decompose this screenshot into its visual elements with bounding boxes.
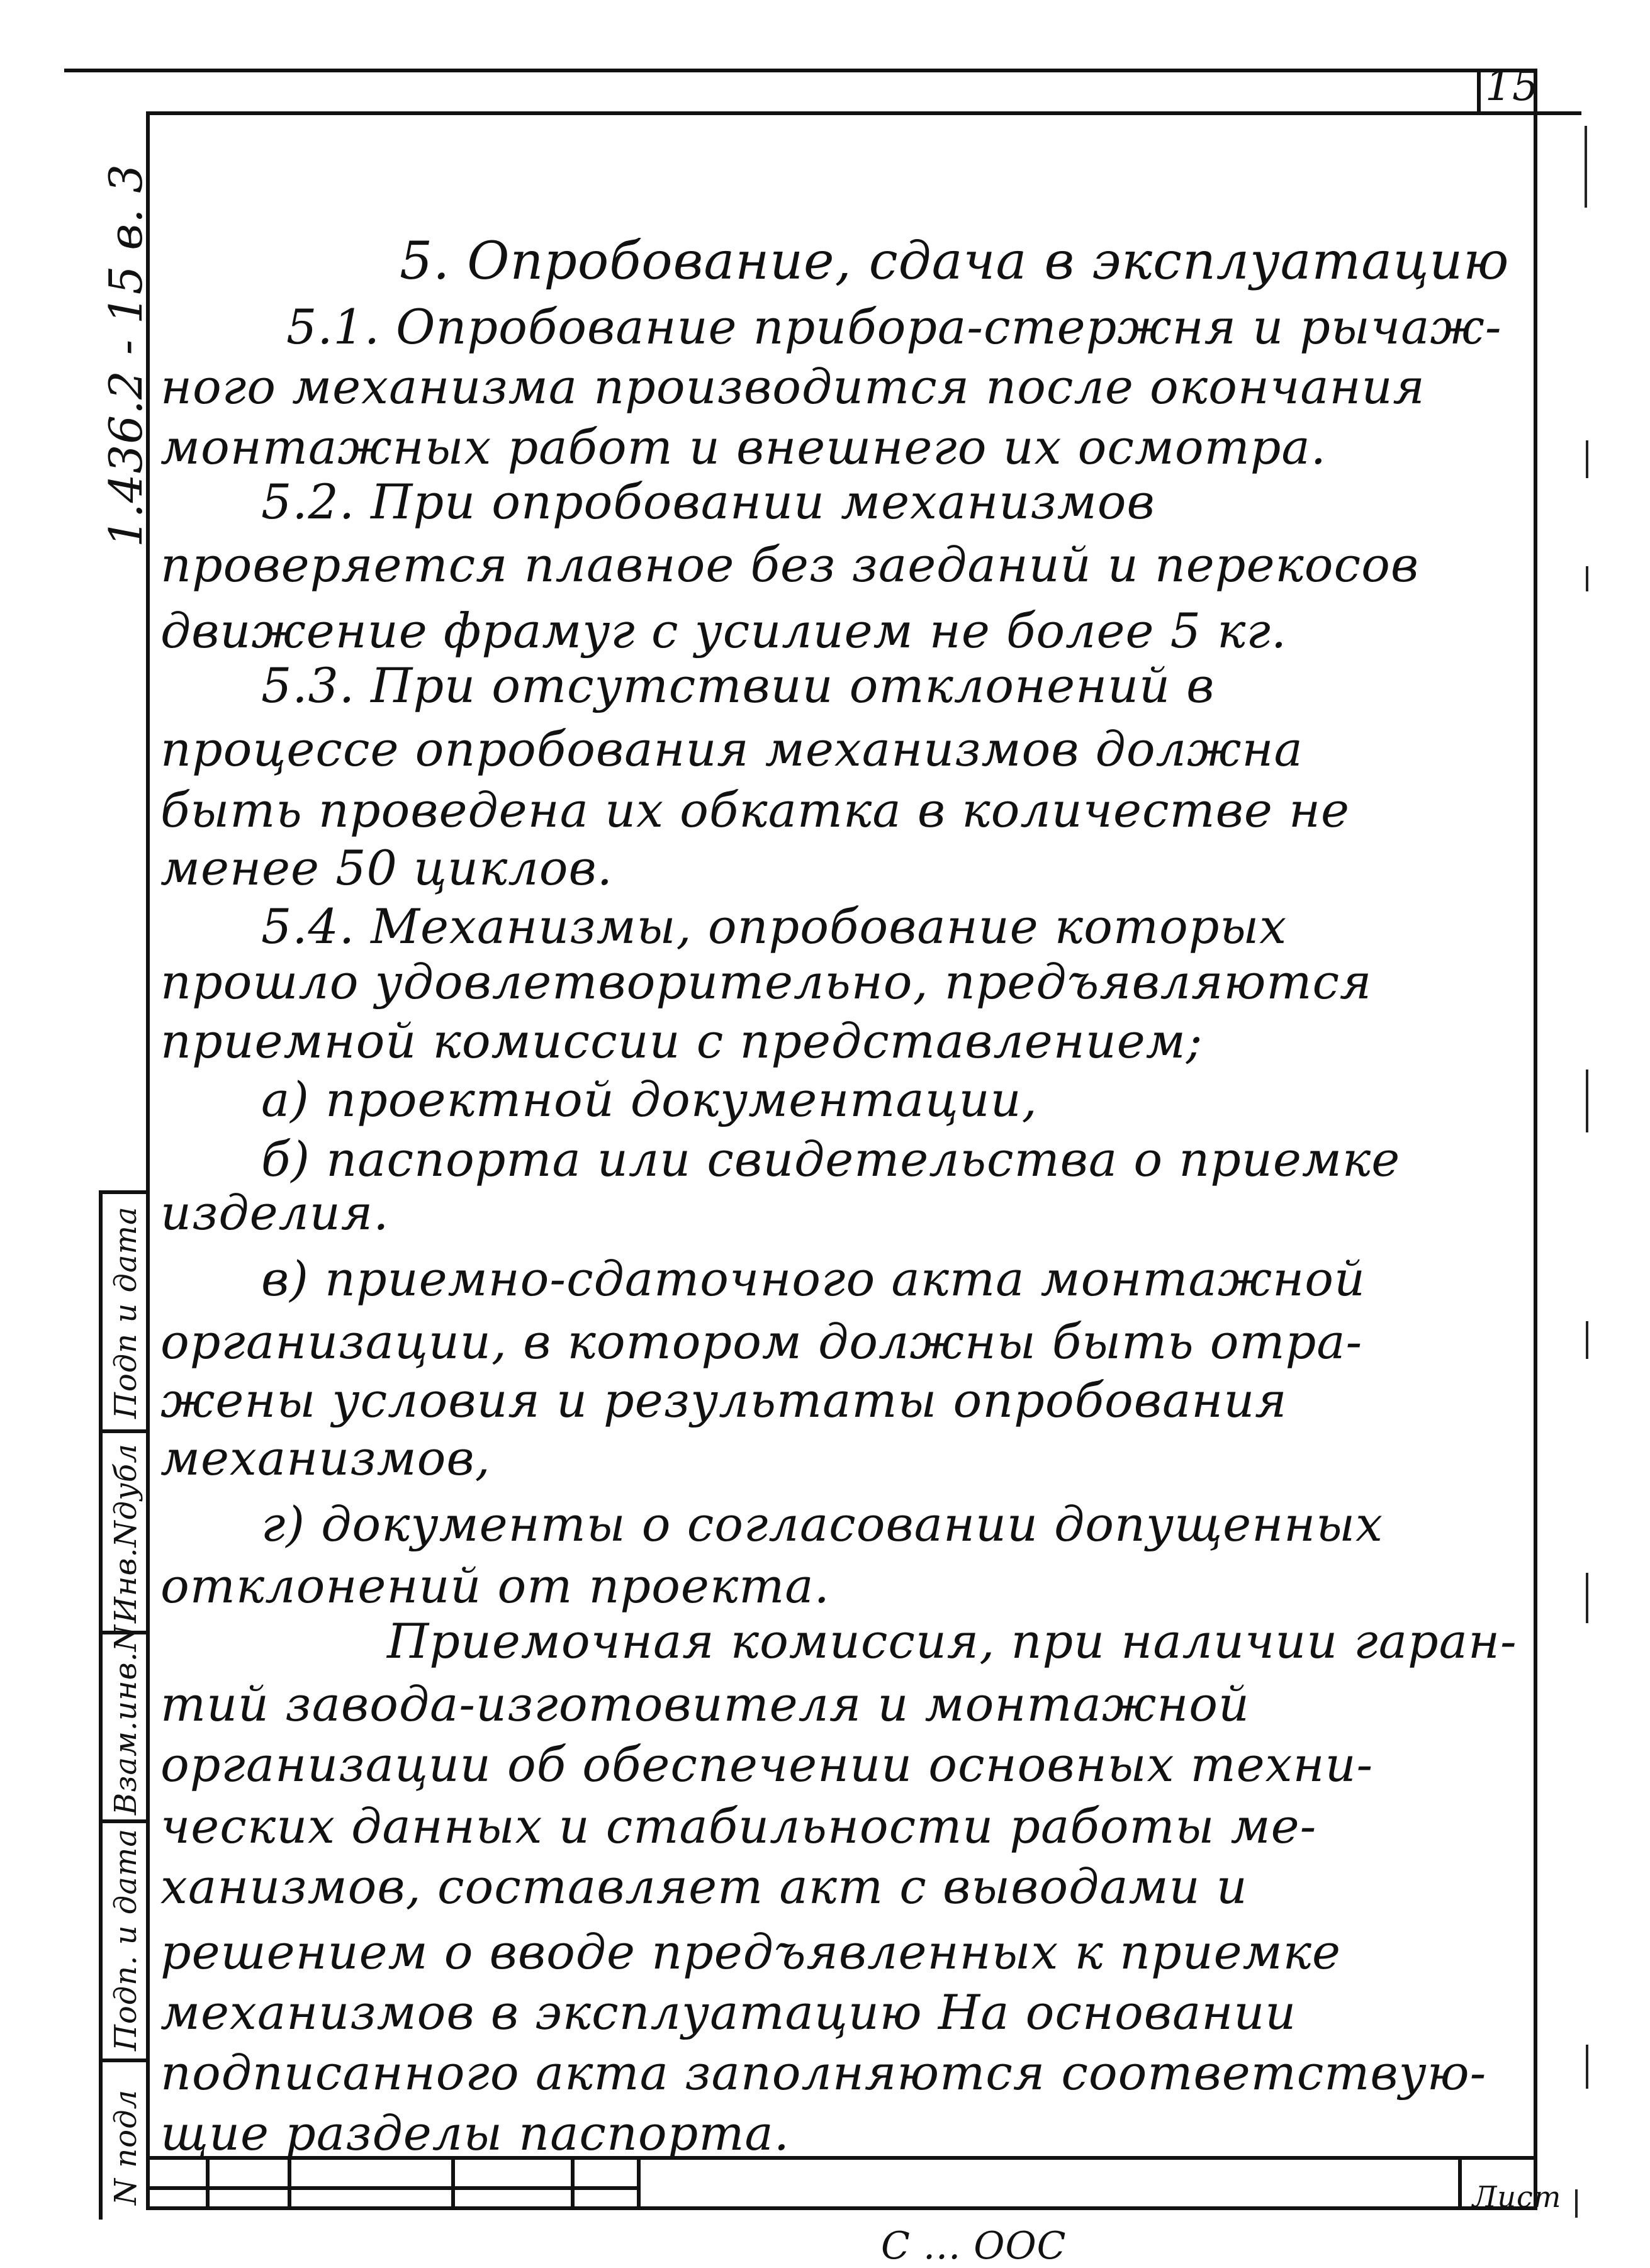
text-line: б) паспорта или свидетельства о приемке [261, 1131, 1401, 1187]
text-line: механизмов, [160, 1430, 491, 1486]
text-line: щие разделы паспорта. [160, 2105, 790, 2161]
text-line: 5.3. При отсутствии отклонений в [261, 657, 1215, 713]
stamp-cell-sign-date-2: Подп. и дата [108, 1828, 143, 2051]
text-line: г) документы о согласовании допущенных [261, 1496, 1383, 1552]
document-code-vertical: 1.436.2 - 15 в. 3 [99, 164, 152, 547]
text-line: приемной комиссии с представлением; [160, 1013, 1203, 1069]
text-line: Приемочная комиссия, при наличии гаран- [387, 1613, 1517, 1669]
text-line: тий завода-изготовителя и монтажной [160, 1676, 1250, 1732]
stamp-cell-n-podl: N подл [108, 2089, 143, 2205]
text-line: ческих данных и стабильности работы ме- [160, 1798, 1317, 1854]
footer-code: С ... ООС [881, 2224, 1067, 2268]
text-line: процессе опробования механизмов должна [160, 721, 1303, 777]
text-line: проверяется плавное без заеданий и перекосов [160, 537, 1420, 593]
text-line: 5.2. При опробовании механизмов [261, 474, 1155, 530]
text-line: 5.4. Механизмы, опробование которых [261, 898, 1288, 954]
text-line: изделия. [160, 1185, 390, 1241]
text-line: ного механизма производится после окончания [160, 359, 1425, 415]
text-line: решением о вводе предъявленных к приемке [160, 1924, 1341, 1980]
text-line: в) приемно-сдаточного акта монтажной [261, 1251, 1366, 1307]
sheet-number: 15 [1485, 62, 1539, 110]
stamp-cell-vzam-inv: Взам.инв.N [108, 1624, 143, 1815]
text-line: прошло удовлетворительно, предъявляются [160, 954, 1372, 1010]
text-line: подписанного акта заполняются соответствую- [160, 2045, 1487, 2101]
text-line: жены условия и результаты опробования [160, 1372, 1288, 1428]
text-line: ханизмов, составляет акт с выводами и [160, 1858, 1248, 1914]
section-heading: 5. Опробование, сдача в эксплуатацию [400, 232, 1510, 291]
text-line: а) проектной документации, [261, 1071, 1038, 1127]
text-line: быть проведена их обкатка в количестве не [160, 782, 1350, 838]
text-line: организации, в котором должны быть отра- [160, 1314, 1363, 1370]
text-line: организации об обеспечении основных техни- [160, 1736, 1374, 1792]
text-line: менее 50 циклов. [160, 840, 613, 896]
text-line: 5.1. Опробование прибора-стержня и рычаж- [286, 299, 1502, 355]
stamp-cell-inv-dubl: Инв.Nдубл [108, 1443, 143, 1623]
text-line: движение фрамуг с усилием не более 5 кг. [160, 603, 1288, 659]
stamp-cell-sign-date: Подп и дата [108, 1206, 143, 1419]
sheet-label: Лист [1473, 2180, 1562, 2214]
text-line: механизмов в эксплуатацию На основании [160, 1984, 1297, 2040]
text-line: монтажных работ и внешнего их осмотра. [160, 419, 1327, 475]
text-line: отклонений от проекта. [160, 1558, 830, 1614]
